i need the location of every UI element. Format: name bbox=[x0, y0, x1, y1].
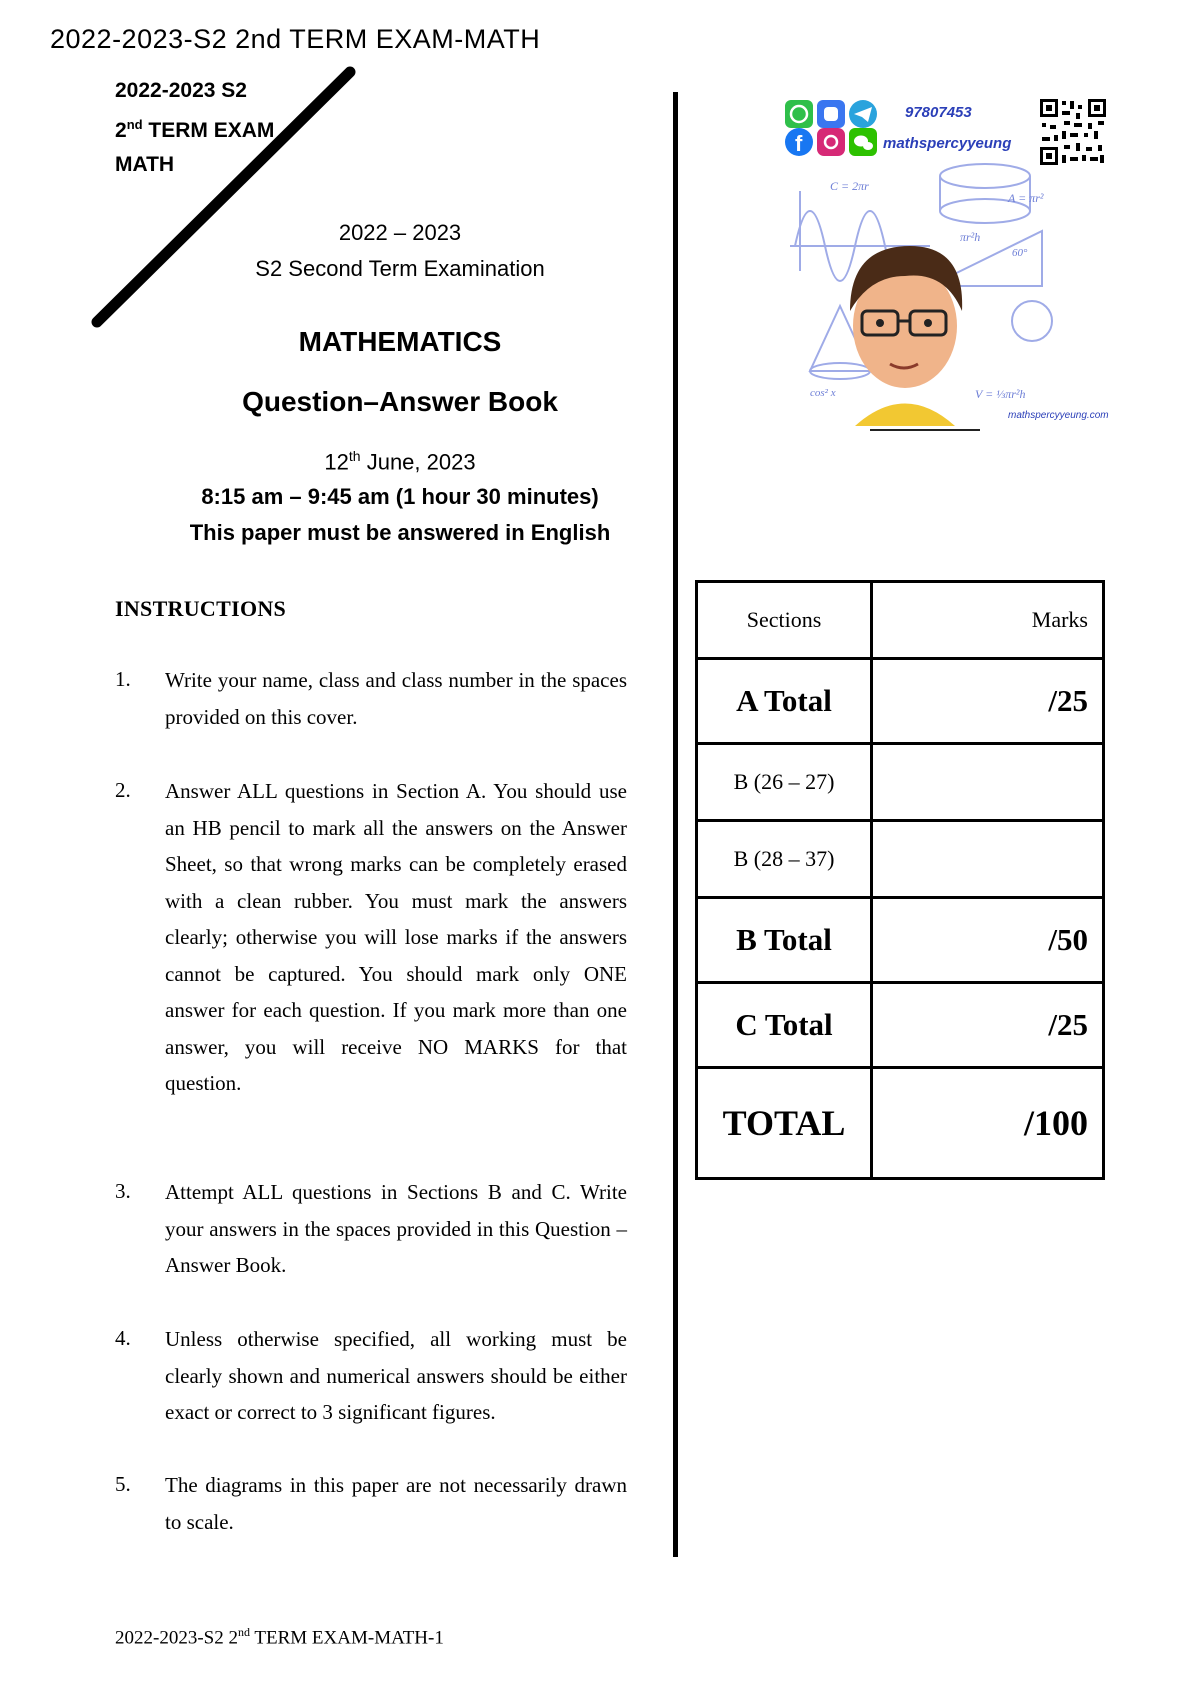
marks-cell: /25 bbox=[872, 659, 1104, 744]
table-row bbox=[697, 898, 1104, 983]
section-cell: B (28 – 37) bbox=[697, 821, 872, 898]
instruction-text: Unless otherwise specified, all working must be clearly shown and numerical answers should be either exact or correct to 3 significant figures. bbox=[165, 1327, 627, 1424]
formula-label: V = ⅓πr²h bbox=[975, 387, 1026, 401]
instruction-text: Answer ALL questions in Section A. You should use an HB pencil to mark all the answers on the Answer Sheet, so that wrong marks can be completely erased with a clean rubber. You must mark the answers clearly; otherwise you will lose marks if the answers cannot be captured. You should mark only ONE answer for each question. If you mark more than one answer, you will receive NO MARKS for that question. bbox=[165, 779, 627, 1095]
table-row bbox=[697, 659, 1104, 744]
marks-cell bbox=[872, 744, 1104, 821]
svg-text:f: f bbox=[795, 131, 803, 156]
language-note: This paper must be answered in English bbox=[189, 520, 611, 545]
corner-label-line3: MATH bbox=[115, 153, 175, 176]
marks-cell: /25 bbox=[872, 983, 1104, 1068]
section-cell: C Total bbox=[697, 983, 872, 1068]
formula-label: C = 2πr bbox=[830, 179, 869, 193]
table-header-marks: Marks bbox=[872, 582, 1104, 659]
instruction-number: 2. bbox=[115, 778, 131, 802]
table-row bbox=[697, 983, 1104, 1068]
exam-name: S2 Second Term Examination bbox=[255, 256, 545, 281]
instruction-number: 5. bbox=[115, 1472, 131, 1496]
instruction-number: 4. bbox=[115, 1326, 131, 1350]
qr-code-icon bbox=[1038, 97, 1108, 167]
marks-cell: /50 bbox=[872, 898, 1104, 983]
formula-label: cos² x bbox=[810, 387, 836, 399]
marks-cell bbox=[872, 821, 1104, 898]
corner-label bbox=[115, 74, 274, 182]
corner-label-line2: 2nd TERM EXAM bbox=[115, 117, 275, 142]
instruction-text: Attempt ALL questions in Sections B and C. Write your answers in the spaces provided in this Question – Answer Book. bbox=[165, 1180, 627, 1277]
total-label-cell: TOTAL bbox=[697, 1068, 872, 1179]
marks-table bbox=[695, 580, 1105, 1180]
section-cell: B Total bbox=[697, 898, 872, 983]
facebook-icon bbox=[785, 128, 813, 156]
social-handle: mathspercyyeung bbox=[883, 135, 1012, 152]
avatar-cartoon bbox=[850, 246, 962, 426]
formula-label: 60° bbox=[1012, 247, 1028, 259]
table-row bbox=[697, 821, 1104, 898]
formula-label: πr²h bbox=[960, 230, 981, 244]
instagram-icon bbox=[817, 128, 845, 156]
telegram-icon bbox=[849, 100, 877, 128]
formula-label: A = πr² bbox=[1008, 191, 1044, 205]
vertical-divider bbox=[673, 92, 678, 1557]
table-header-sections: Sections bbox=[697, 582, 872, 659]
total-marks-cell: /100 bbox=[872, 1068, 1104, 1179]
whatsapp-icon bbox=[785, 100, 813, 128]
instruction-number: 1. bbox=[115, 667, 131, 691]
instruction-text: Write your name, class and class number in the spaces provided on this cover. bbox=[165, 668, 627, 729]
exam-date: 12th June, 2023 bbox=[324, 448, 476, 475]
exam-year: 2022 – 2023 bbox=[338, 220, 462, 245]
page-footer: 2022-2023-S2 2nd TERM EXAM-MATH-1 bbox=[115, 1625, 444, 1649]
signal-icon bbox=[817, 100, 845, 128]
instruction-number: 3. bbox=[115, 1179, 131, 1203]
website-label: mathspercyyeung.com bbox=[1008, 410, 1109, 421]
section-cell: B (26 – 27) bbox=[697, 744, 872, 821]
table-header-row bbox=[697, 582, 1104, 659]
wechat-icon bbox=[849, 128, 877, 156]
exam-time: 8:15 am – 9:45 am (1 hour 30 minutes) bbox=[201, 484, 599, 509]
phone-number: 97807453 bbox=[905, 104, 972, 121]
section-cell: A Total bbox=[697, 659, 872, 744]
table-total-row bbox=[697, 1068, 1104, 1179]
instruction-text: The diagrams in this paper are not necessarily drawn to scale. bbox=[165, 1473, 627, 1534]
subject-title: MATHEMATICS bbox=[298, 326, 502, 357]
instructions-title: INSTRUCTIONS bbox=[115, 596, 287, 621]
page-header: 2022-2023-S2 2nd TERM EXAM-MATH bbox=[50, 24, 541, 54]
table-row bbox=[697, 744, 1104, 821]
corner-label-line1: 2022-2023 S2 bbox=[115, 79, 247, 102]
book-title: Question–Answer Book bbox=[242, 386, 558, 417]
